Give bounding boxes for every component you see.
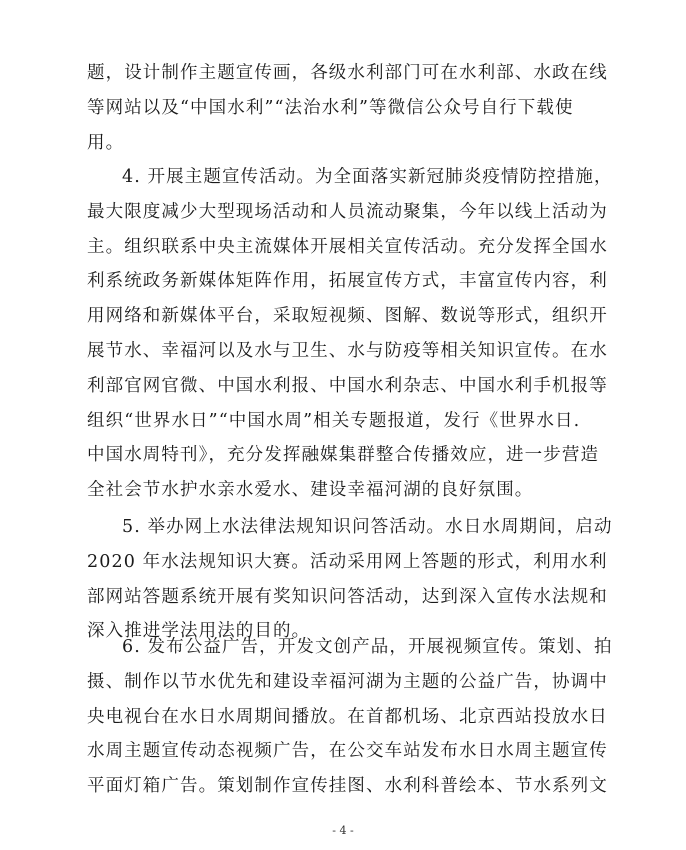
text-line: 展节水、幸福河以及水与卫生、水与防疫等相关知识宣传。在水	[87, 340, 608, 361]
text-line: 全社会节水护水亲水爱水、建设幸福河湖的良好氛围。	[87, 480, 534, 501]
text-line: 平面灯箱广告。策划制作宣传挂图、水利科普绘本、节水系列文	[87, 776, 608, 797]
text-line: 5. 举办网上水法律法规知识问答活动。水日水周期间，启动	[122, 517, 613, 537]
paragraph-item-6	[87, 630, 613, 804]
text-line: 组织“世界水日”“中国水周”相关专题报道，发行《世界水日.	[87, 410, 581, 431]
text-line: 主。组织联系中央主流媒体开展相关宣传活动。充分发挥全国水	[87, 236, 608, 257]
text-line: 6. 发布公益广告，开发文创产品，开展视频宣传。策划、拍	[122, 637, 613, 657]
text-line: 中国水周特刊》，充分发挥融媒集群整合传播效应，进一步营造	[87, 445, 600, 466]
paragraph-item-5	[87, 510, 613, 649]
text-line: 利部官网官微、中国水利报、中国水利杂志、中国水利手机报等	[87, 375, 608, 396]
text-line: 等网站以及“中国水利”“法治水利”等微信公众号自行下载使	[87, 97, 574, 118]
page-number: - 4 -	[332, 824, 354, 837]
paragraph-continued-intro	[87, 56, 607, 160]
text-line: 2020 年水法规知识大赛。活动采用网上答题的形式，利用水利	[87, 551, 608, 572]
text-line: 水周主题宣传动态视频广告，在公交车站发布水日水周主题宣传	[87, 741, 608, 762]
text-line: 用网络和新媒体平台，采取短视频、图解、数说等形式，组织开	[87, 306, 608, 327]
text-line: 摄、制作以节水优先和建设幸福河湖为主题的公益广告，协调中	[87, 671, 608, 692]
text-line: 部网站答题系统开展有奖知识问答活动，达到深入宣传水法规和	[87, 586, 608, 607]
text-line: 利系统政务新媒体矩阵作用，拓展宣传方式，丰富宣传内容，利	[87, 271, 608, 292]
text-line: 题，设计制作主题宣传画，各级水利部门可在水利部、水政在线	[87, 63, 608, 83]
paragraph-item-4	[87, 160, 613, 508]
text-line: 最大限度减少大型现场活动和人员流动聚集，今年以线上活动为	[87, 201, 608, 222]
text-line: 用。	[87, 132, 125, 153]
text-line: 央电视台在水日水周期间播放。在首都机场、北京西站投放水日	[87, 706, 608, 727]
text-line: 深入推进学法用法的目的。	[87, 621, 311, 642]
text-line: 4. 开展主题宣传活动。为全面落实新冠肺炎疫情防控措施，	[122, 167, 613, 187]
